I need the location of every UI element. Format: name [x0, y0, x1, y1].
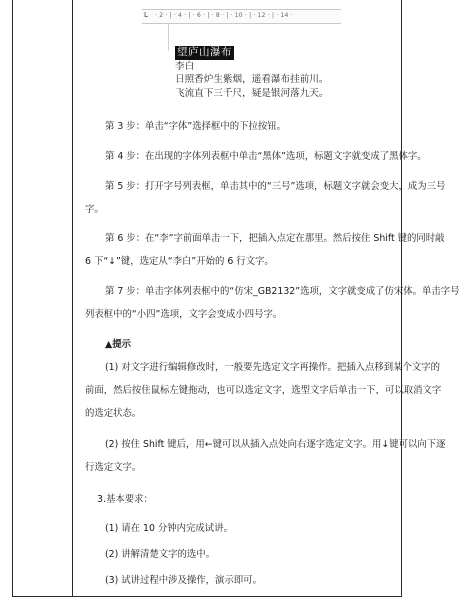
step-6-line-2: 6 下“↓”键，选定从“李白”开始的 6 行文字。: [85, 256, 274, 267]
ruler-ticks: · 2 · | · 4 · | · 6 · | · 8 · | · 10 · | · 12 · | · 14 ·: [155, 12, 293, 19]
requirement-3: (3) 试讲过程中涉及操作，演示即可。: [105, 575, 262, 586]
step-5-line-1: 第 5 步：打开字号列表框，单击其中的“三号”选项，标题文字就会变大，成为三号: [105, 181, 446, 192]
tab-marker-icon: L: [144, 11, 148, 19]
author-line: 李白: [175, 60, 195, 72]
tip-2-line-2: 行选定文字。: [85, 462, 142, 473]
requirement-2: (2) 讲解清楚文字的选中。: [105, 549, 216, 560]
margin-guide: [168, 23, 169, 51]
poem-line-1: 日照香炉生紫烟，遥看瀑布挂前川。: [175, 74, 329, 85]
requirements-heading: 3.基本要求：: [97, 494, 153, 505]
tip-1-line-2: 前面，然后按住鼠标左键拖动，也可以选定文字，选型文字后单击一下，可以取消文字: [85, 385, 442, 396]
poem-line-2: 飞流直下三千尺，疑是银河落九天。: [175, 87, 329, 99]
tip-1-line-1: (1) 对文字进行编辑修改时，一般要先选定文字再操作。把插入点移到某个文字的: [105, 362, 441, 373]
step-7-line-2: 列表框中的“小四”选项，文字会变成小四号字。: [85, 309, 283, 320]
step-5-line-2: 字。: [85, 204, 104, 215]
tip-2-line-1: (2) 按住 Shift 键后，用←键可以从插入点处向右逐字选定文字。用↓键可以向下逐: [105, 439, 446, 450]
document-text: [175, 46, 329, 100]
step-4: 第 4 步：在出现的字体列表框中单击“黑体”选项，标题文字就变成了黑体字。: [105, 151, 427, 162]
tip-heading: ▲提示: [105, 339, 131, 350]
word-screenshot: [142, 6, 341, 106]
step-6-line-1: 第 6 步：在“李”字前面单击一下，把插入点定在那里。然后按住 Shift 键的同时敲: [105, 233, 445, 244]
selected-title: 望庐山瀑布: [177, 46, 232, 58]
column-divider: [72, 0, 73, 596]
ruler: [142, 9, 341, 24]
tip-1-line-3: 的选定状态。: [85, 408, 142, 419]
step-7-line-1: 第 7 步：单击字体列表框中的“仿宋_GB2132”选项，文字就变成了仿宋体。单击字号: [105, 286, 460, 297]
requirement-1: (1) 请在 10 分钟内完成试讲。: [105, 523, 233, 534]
step-3: 第 3 步：单击“字体”选择框中的下拉按钮。: [105, 121, 287, 132]
